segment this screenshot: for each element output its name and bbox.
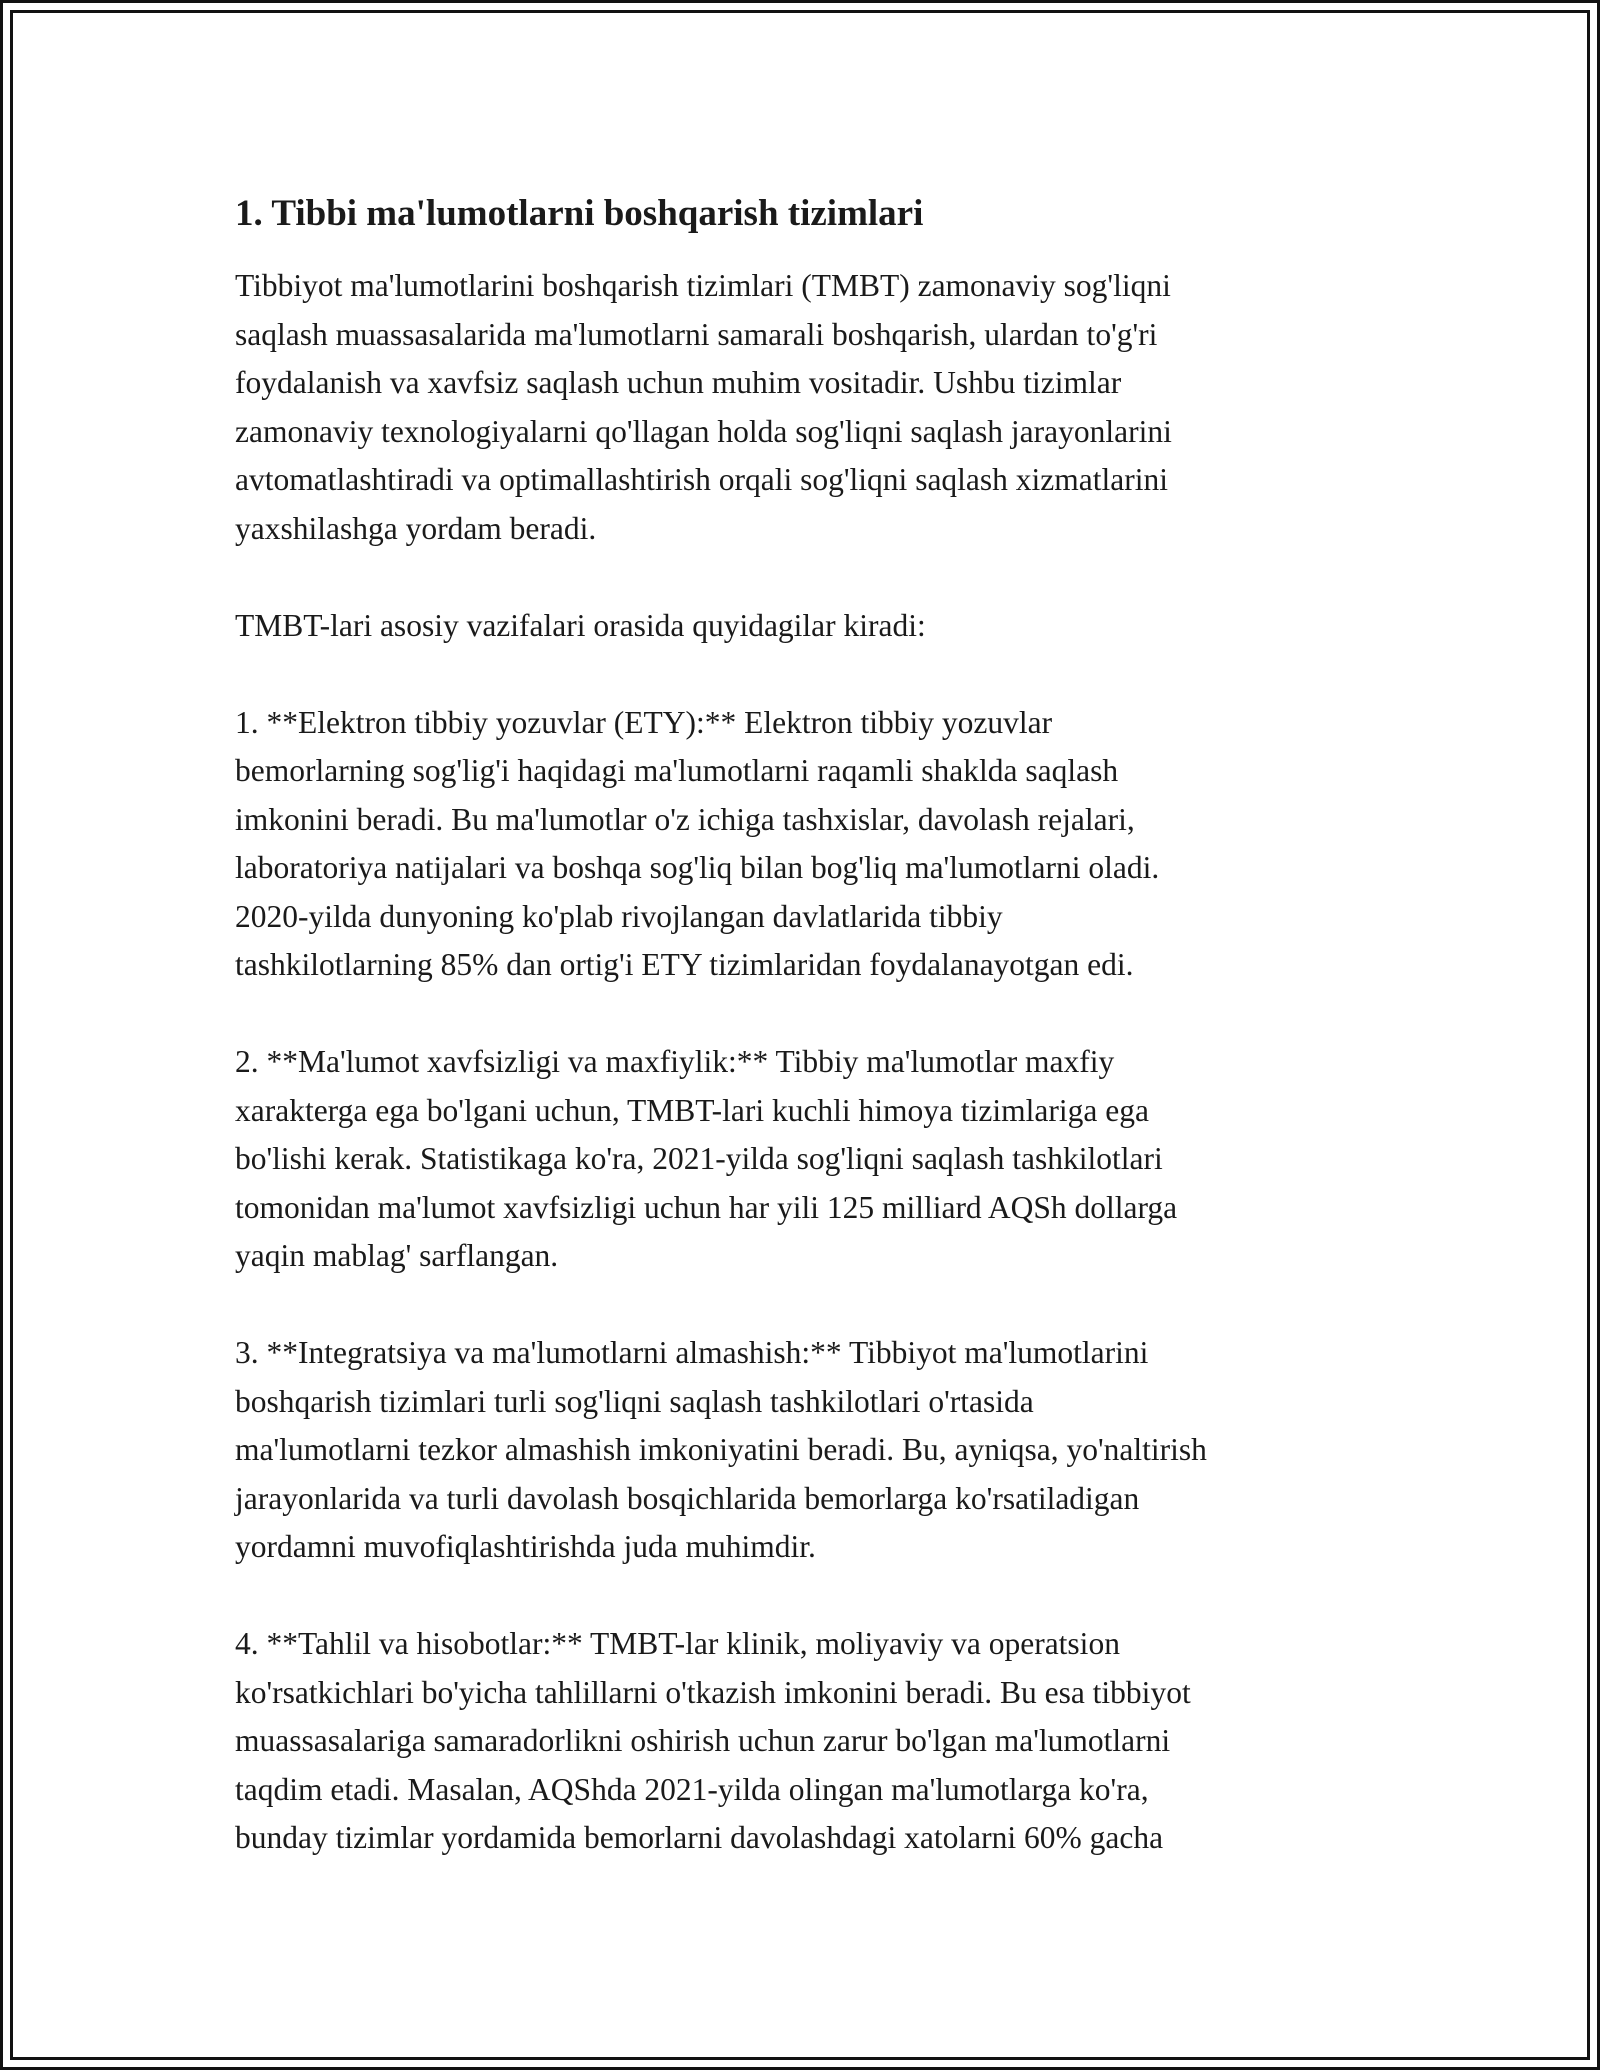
- text-line: Tibbiyot ma'lumotlarini boshqarish tizimlari (TMBT) zamonaviy sog'liqni: [235, 268, 1171, 303]
- text-line: imkonini beradi. Bu ma'lumotlar o'z ichiga tashxislar, davolash rejalari,: [235, 801, 1135, 837]
- text-line: taqdim etadi. Masalan, AQShda 2021-yilda olingan ma'lumotlarga ko'ra,: [235, 1771, 1149, 1807]
- text-line: tomonidan ma'lumot xavfsizligi uchun har yili 125 milliard AQSh dollarga: [235, 1189, 1178, 1225]
- text-line: ma'lumotlarni tezkor almashish imkoniyatini beradi. Bu, ayniqsa, yo'naltirish: [235, 1432, 1207, 1467]
- paragraph: [235, 699, 1395, 990]
- text-line: jarayonlarida va turli davolash bosqichlarida bemorlarga ko'rsatiladigan: [235, 1480, 1140, 1516]
- text-line: TMBT-lari asosiy vazifalari orasida quyidagilar kiradi:: [235, 607, 926, 643]
- text-line: 1. **Elektron tibbiy yozuvlar (ETY):** Elektron tibbiy yozuvlar: [235, 704, 1053, 740]
- text-line: yaqin mablag' sarflangan.: [235, 1238, 559, 1273]
- text-line: 2020-yilda dunyoning ko'plab rivojlangan davlatlarida tibbiy: [235, 898, 1003, 934]
- text-line: tashkilotlarning 85% dan ortig'i ETY tizimlaridan foydalanayotgan edi.: [235, 947, 1134, 982]
- paragraph: [235, 1620, 1395, 1863]
- text-line: xarakterga ega bo'lgani uchun, TMBT-lari kuchli himoya tizimlariga ega: [235, 1092, 1149, 1128]
- paragraph: [235, 602, 1395, 651]
- text-line: laboratoriya natijalari va boshqa sog'liq bilan bog'liq ma'lumotlarni oladi.: [235, 850, 1160, 885]
- text-line: zamonaviy texnologiyalarni qo'llagan holda sog'liqni saqlash jarayonlarini: [235, 413, 1172, 449]
- text-line: foydalanish va xavfsiz saqlash uchun muhim vositadir. Ushbu tizimlar: [235, 365, 1122, 400]
- text-line: 2. **Ma'lumot xavfsizligi va maxfiylik:** Tibbiy ma'lumotlar maxfiy: [235, 1044, 1115, 1079]
- paragraph: [235, 262, 1395, 553]
- text-line: ko'rsatkichlari bo'yicha tahlillarni o'tkazish imkonini beradi. Bu esa tibbiyot: [235, 1674, 1191, 1710]
- section-heading: 1. Tibbi ma'lumotlarni boshqarish tizimlari: [235, 193, 924, 234]
- text-line: yaxshilashga yordam beradi.: [235, 510, 597, 546]
- text-line: bo'lishi kerak. Statistikaga ko'ra, 2021-yilda sog'liqni saqlash tashkilotlari: [235, 1141, 1163, 1176]
- paragraph-list: [235, 262, 1395, 1863]
- text-line: 4. **Tahlil va hisobotlar:** TMBT-lar klinik, moliyaviy va operatsion: [235, 1626, 1120, 1661]
- text-line: saqlash muassasalarida ma'lumotlarni samarali boshqarish, ulardan to'g'ri: [235, 316, 1158, 352]
- text-line: bunday tizimlar yordamida bemorlarni davolashdagi xatolarni 60% gacha: [235, 1820, 1164, 1855]
- text-line: muassasalariga samaradorlikni oshirish uchun zarur bo'lgan ma'lumotlarni: [235, 1723, 1171, 1758]
- text-line: 3. **Integratsiya va ma'lumotlarni almashish:** Tibbiyot ma'lumotlarini: [235, 1335, 1149, 1370]
- text-line: boshqarish tizimlari turli sog'liqni saqlash tashkilotlari o'rtasida: [235, 1383, 1034, 1419]
- text-line: bemorlarning sog'lig'i haqidagi ma'lumotlarni raqamli shaklda saqlash: [235, 753, 1119, 788]
- paragraph: [235, 1329, 1395, 1572]
- text-line: avtomatlashtiradi va optimallashtirish orqali sog'liqni saqlash xizmatlarini: [235, 462, 1168, 497]
- paragraph: [235, 1038, 1395, 1281]
- document-body: [235, 186, 1395, 1911]
- text-line: yordamni muvofiqlashtirishda juda muhimdir.: [235, 1529, 816, 1564]
